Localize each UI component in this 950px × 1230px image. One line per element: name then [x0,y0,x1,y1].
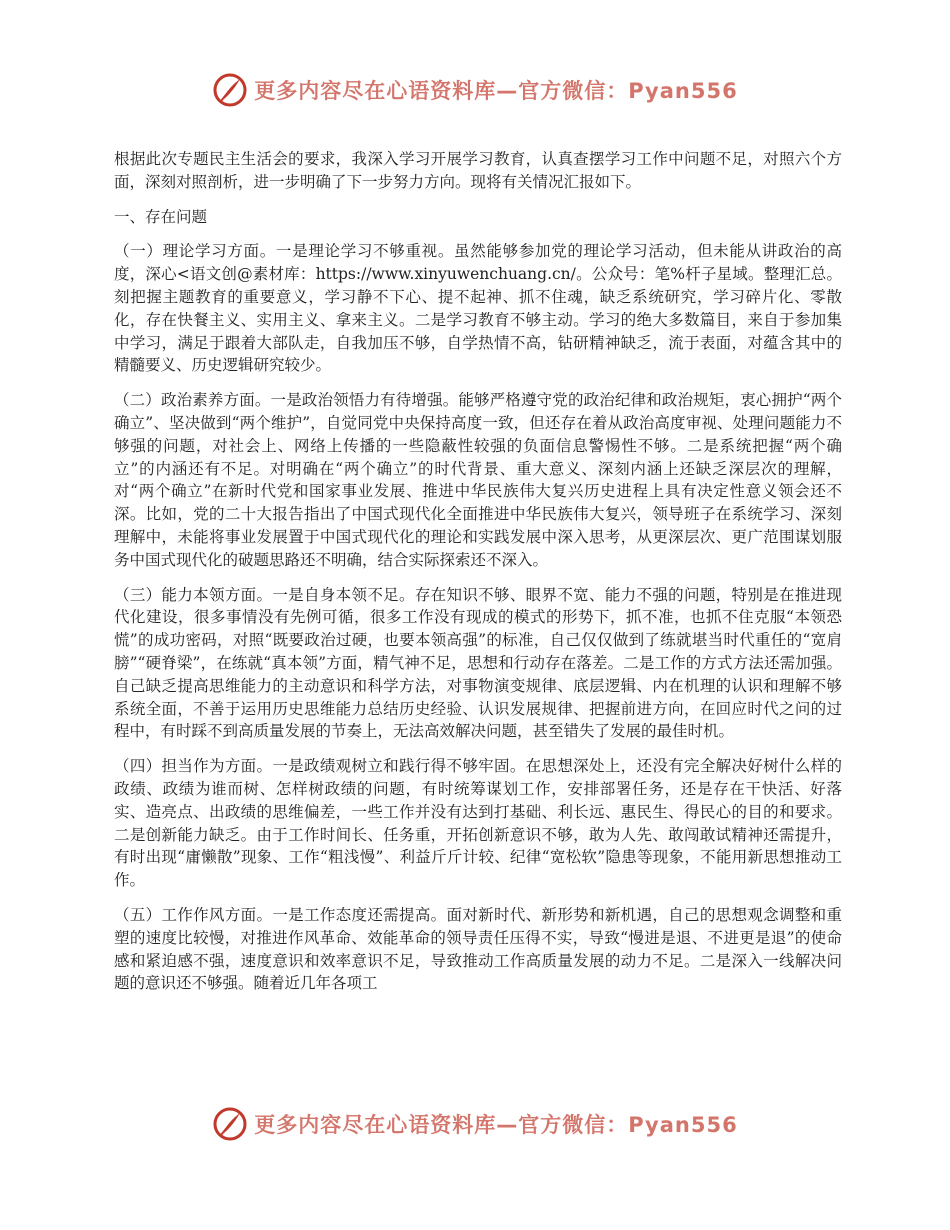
paragraph-responsibility: （四）担当作为方面。一是政绩观树立和践行得不够牢固。在思想深处上，还没有完全解决好树什么样的政绩、政绩为谁而树、怎样树政绩的问题，有时统筹谋划工作，安排部署任务，还是存在干快活、好落实、造亮点、出政绩的思维偏差，一些工作并没有达到打基础、利长远、惠民生、得民心的目的和要求。二是创新能力缺乏。由于工作时间长、任务重，开拓创新意识不够，敢为人先、敢闯敢试精神还需提升，有时出现“庸懒散”现象、工作“粗浅慢”、利益斤斤计较、纪律“宽松软”隐患等现象，不能用新思想推动工作。 [114,757,842,890]
quill-logo-icon [212,1106,248,1142]
banner-text: 更多内容尽在心语资料库—官方微信：Pyan556 [254,79,738,103]
footer-watermark-banner [0,1102,950,1146]
banner-text: 更多内容尽在心语资料库—官方微信：Pyan556 [254,1113,738,1137]
header-watermark-banner [0,68,950,112]
paragraph-theory-study: （一）理论学习方面。一是理论学习不够重视。虽然能够参加党的理论学习活动，但未能从讲政治的高度，深心<语文创@素材库：https://www.xinyuwenchuang.cn/。公众号：笔%杆子星域。整理汇总。刻把握主题教育的重要意义，学习静不下心、提不起神、抓不住魂，缺乏系统研究，学习碎片化、零散化，存在快餐主义、实用主义、拿来主义。二是学习教育不够主动。学习的绝大多数篇目，来自于参加集中学习，满足于跟着大部队走，自我加压不够，自学热情不高，钻研精神缺乏，流于表面，对蕴含其中的精髓要义、历史逻辑研究较少。 [114,242,842,375]
paragraph-work-style: （五）工作作风方面。一是工作态度还需提高。面对新时代、新形势和新机遇，自己的思想观念调整和重塑的速度比较慢，对推进作风革命、效能革命的领导责任压得不实，导致“慢进是退、不进更是退”的使命感和紧迫感不强，速度意识和效率意识不足，导致推动工作高质量发展的动力不足。二是深入一线解决问题的意识还不够强。随着近几年各项工 [114,905,842,993]
paragraph-political-literacy: （二）政治素养方面。一是政治领悟力有待增强。能够严格遵守党的政治纪律和政治规矩，衷心拥护“两个确立”、坚决做到“两个维护”，自觉同党中央保持高度一致，但还存在着从政治高度审视、处理问题能力不够强的问题，对社会上、网络上传播的一些隐蔽性较强的负面信息警惕性不够。二是系统把握“两个确立”的内涵还有不足。对明确在“两个确立”的时代背景、重大意义、深刻内涵上还缺乏深层次的理解，对“两个确立”在新时代党和国家事业发展、推进中华民族伟大复兴历史进程上具有决定性意义领会还不深。比如，党的二十大报告指出了中国式现代化全面推进中华民族伟大复兴，领导班子在系统学习、深刻理解中，未能将事业发展置于中国式现代化的理论和实践发展中深入思考，从更深层次、更广范围谋划服务中国式现代化的破题思路还不明确，结合实际探索还不深入。 [114,391,842,569]
intro-paragraph: 根据此次专题民主生活会的要求，我深入学习开展学习教育，认真查摆学习工作中问题不足，对照六个方面，深刻对照剖析，进一步明确了下一步努力方向。现将有关情况汇报如下。 [114,150,842,191]
document-body [114,148,842,1007]
quill-logo-icon [212,72,248,108]
paragraph-ability: （三）能力本领方面。一是自身本领不足。存在知识不够、眼界不宽、能力不强的问题，特别是在推进现代化建设，很多事情没有先例可循，很多工作没有现成的模式的形势下，抓不准，也抓不住克服“本领恐慌”的成功密码，对照“既要政治过硬，也要本领高强”的标准，自己仅仅做到了练就堪当时代重任的“宽肩膀”“硬脊梁”，在练就“真本领”方面，精气神不足，思想和行动存在落差。二是工作的方式方法还需加强。自己缺乏提高思维能力的主动意识和科学方法，对事物演变规律、底层逻辑、内在机理的认识和理解不够系统全面，不善于运用历史思维能力总结历史经验、认识发展规律、把握前进方向，在回应时代之问的过程中，有时踩不到高质量发展的节奏上，无法高效解决问题，甚至错失了发展的最佳时机。 [114,585,842,741]
section-heading: 一、存在问题 [114,207,208,226]
